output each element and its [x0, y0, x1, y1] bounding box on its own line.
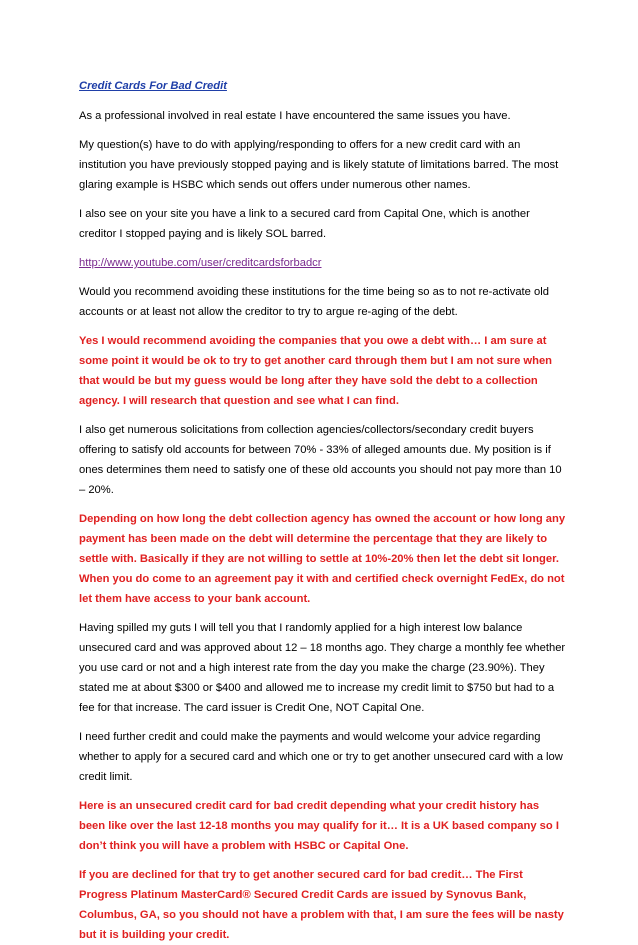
- answer-uk-card: Here is an unsecured credit card for bad credit depending what your credit history has been like over the last 12-18 months you may qualify for it… It is a UK based company so I don’t think you will have a problem with HSBC or Capital One.: [79, 800, 559, 852]
- paragraph-intro: As a professional involved in real estate I have encountered the same issues you have.: [79, 110, 511, 122]
- answer-avoid-companies: Yes I would recommend avoiding the companies that you owe a debt with… I am sure at some point it would be ok to try to get another card through them but I am not sure when that would be but my guess would be long after they have sold the debt to a collection agency. I will research that question and see what I can find.: [79, 335, 552, 407]
- document-title: Credit Cards For Bad Credit: [79, 80, 227, 92]
- answer-settlement: Depending on how long the debt collection agency has owned the account or how long any payment has been made on the debt will determine the percentage that they are likely to settle with. Basically if they are not willing to settle at 10%-20% then let the debt sit longer. When you do come to an agreement pay it with and certified check overnight FedEx, do not let them have access to your bank account.: [79, 513, 566, 605]
- paragraph-recommend-question: Would you recommend avoiding these institutions for the time being so as to not re-activate old accounts or at least not allow the creditor to try to argue re-aging of the debt.: [79, 286, 549, 318]
- paragraph-capital-one: I also see on your site you have a link to a secured card from Capital One, which is another creditor I stopped paying and is likely SOL barred.: [79, 208, 530, 240]
- paragraph-further-credit: I need further credit and could make the payments and would welcome your advice regarding whether to apply for a secured card and which one or try to get another unsecured card with a low credit limit.: [79, 731, 563, 783]
- paragraph-question: My question(s) have to do with applying/responding to offers for a new credit card with an institution you have previously stopped paying and is likely statute of limitations barred. The most glaring example is HSBC which sends out offers under numerous other names.: [79, 139, 559, 191]
- paragraph-solicitations: I also get numerous solicitations from collection agencies/collectors/secondary credit buyers offering to satisfy old accounts for between 70% - 33% of alleged amounts due. My position is if ones determines them need to satisfy one of these old accounts you should not pay more than 10 – 20%.: [79, 424, 562, 496]
- youtube-link[interactable]: http://www.youtube.com/user/creditcardsforbadcr: [79, 257, 322, 269]
- answer-secured-card: If you are declined for that try to get another secured card for bad credit… The First Progress Platinum MasterCard® Secured Credit Cards are issued by Synovus Bank, Columbus, GA, so you should not have a problem with that, I am sure the fees will be nasty but it is building your credit.: [79, 869, 564, 941]
- paragraph-unsecured-card: Having spilled my guts I will tell you that I randomly applied for a high interest low balance unsecured card and was approved about 12 – 18 months ago. They charge a monthly fee whether you use card or not and a high interest rate from the day you make the charge (23.90%). They stated me at about $300 or $400 and allowed me to increase my credit limit to $750 but had to a fee for that increase. The card issuer is Credit One, NOT Capital One.: [79, 622, 566, 714]
